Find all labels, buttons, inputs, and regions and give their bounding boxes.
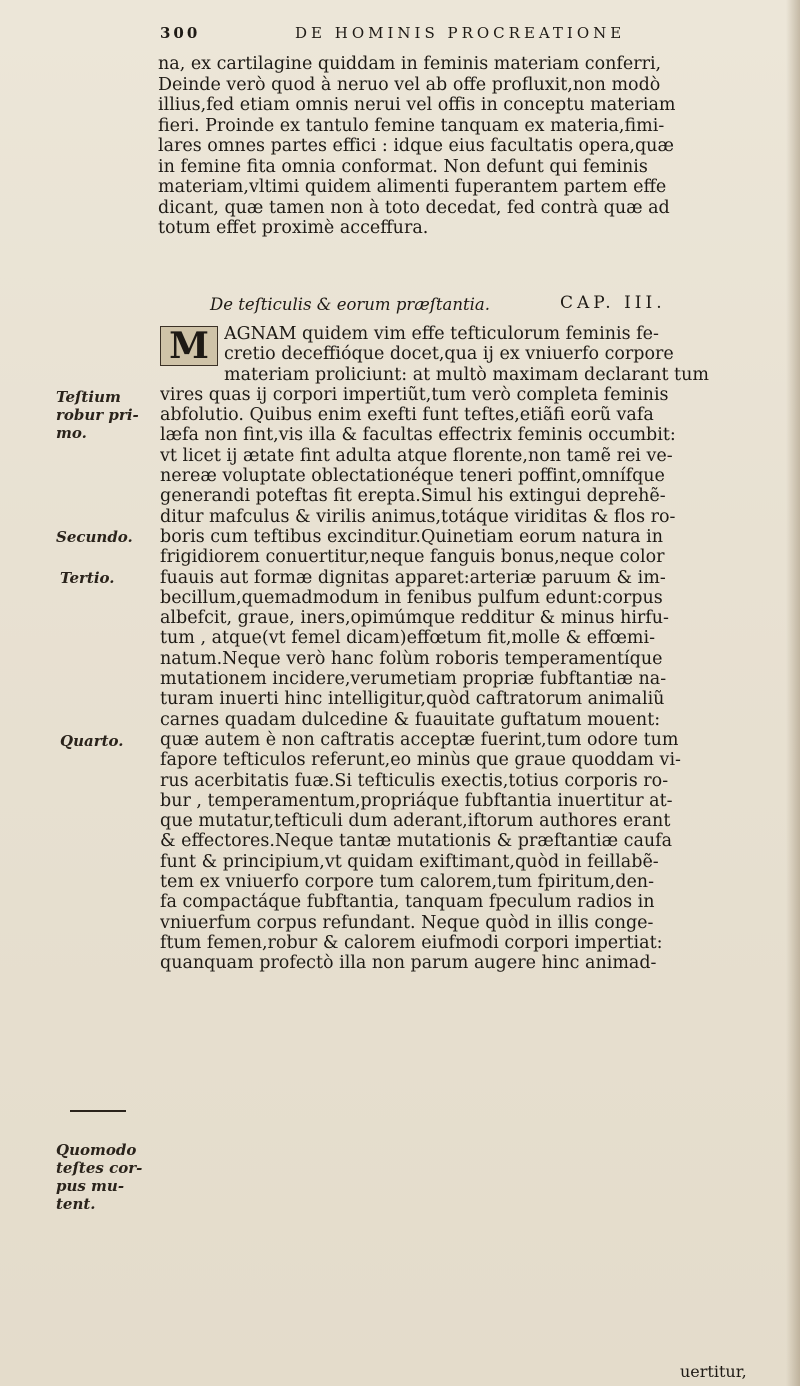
text-line: quanquam profectò illa non parum augere hinc animad- — [160, 953, 657, 974]
catchword: uertitur, — [680, 1362, 747, 1381]
text-line: tem ex vniuerfo corpore tum calorem,tum fpiritum,den- — [160, 872, 654, 893]
running-title: DE HOMINIS PROCREATIONE — [295, 24, 626, 42]
margin-note-testium: Teſtium robur pri-mo. — [56, 388, 139, 442]
text-line: frigidiorem conuertitur,neque fanguis bonus,neque color — [160, 547, 665, 568]
text-line: abfolutio. Quibus enim exefti funt teftes,etiãfi eorũ vafa — [160, 405, 654, 426]
running-header — [160, 24, 780, 50]
text-line: fapore tefticulos referunt,eo minùs que graue quoddam vi- — [160, 750, 681, 771]
text-line: que mutatur,tefticuli dum aderant,iftorum authores erant — [160, 811, 671, 832]
margin-note-quomodo: Quomodo teſtes cor-pus mu-tent. — [56, 1141, 143, 1213]
margin-rule — [70, 1110, 126, 1112]
text-line: turam inuerti hinc intelligitur,quòd caftratorum animaliũ — [160, 689, 665, 710]
text-line: ftum femen,robur & calorem eiufmodi corpori impertiat: — [160, 932, 663, 953]
text-line: generandi poteftas fit erepta.Simul his extingui deprehẽ- — [160, 486, 666, 507]
text-line: dicant, quæ tamen non à toto decedat, fed contrà quæ ad — [158, 197, 670, 218]
page-number: 300 — [160, 24, 201, 42]
text-line: fuauis aut formæ dignitas apparet:arteriæ paruum & im- — [160, 567, 666, 588]
text-line: funt & principium,vt quidam exiftimant,quòd in feillabẽ- — [160, 851, 659, 872]
text-line: fa compactáque fubftantia, tanquam fpeculum radios in — [160, 892, 655, 913]
text-line: rus acerbitatis fuæ.Si tefticulis exectis,totius corporis ro- — [160, 770, 669, 791]
margin-note-quarto: Quarto. — [60, 732, 124, 750]
drop-cap-initial: M — [160, 326, 218, 366]
text-line: becillum,quemadmodum in fenibus pulfum edunt:corpus — [160, 587, 663, 608]
text-line: mutationem incidere,verumetiam propriæ fubftantiæ na- — [160, 669, 667, 690]
text-line: & effectores.Neque tantæ mutationis & præftantiæ caufa — [160, 831, 673, 852]
chapter-title: De teſticulis & eorum præſtantia. — [210, 295, 490, 314]
text-line: vt licet ij ætate fint adulta atque florente,non tamẽ rei ve- — [160, 445, 673, 466]
previous-chapter-ending — [158, 54, 778, 239]
text-line: AGNAM quidem vim effe tefticulorum feminis fe- — [224, 324, 659, 344]
chapter-number: CAP. III. — [560, 293, 666, 313]
text-line: bur , temperamentum,propriáque fubftantia inuertitur at- — [160, 790, 673, 811]
text-line: ditur mafculus & virilis animus,totáque viriditas & flos ro- — [160, 506, 676, 527]
chapter-heading — [210, 291, 770, 317]
margin-note-tertio: Tertio. — [60, 569, 115, 587]
text-line: na, ex cartilagine quiddam in feminis materiam conferri, — [158, 54, 662, 74]
text-line: in femine fita omnia conformat. Non defunt qui feminis — [158, 156, 648, 177]
text-line: Deinde verò quod à neruo vel ab offe profluxit,non modò — [158, 74, 661, 95]
text-line: quæ autem è non caftratis acceptæ fuerint,tum odore tum — [160, 729, 679, 750]
text-line: carnes quadam dulcedine & fuauitate guftatum mouent: — [160, 709, 661, 730]
page-edge-shadow — [786, 0, 800, 1386]
text-line: materiam proliciunt: at multò maximam declarant tum — [224, 364, 709, 385]
text-line: totum effet proximè acceffura. — [158, 218, 429, 238]
text-line: lares omnes partes effici : idque eius facultatis opera,quæ — [158, 136, 674, 156]
text-line: nereæ voluptate oblectationéque teneri poffint,omnífque — [160, 466, 665, 487]
text-line: albefcit, graue, iners,opimúmque redditur & minus hirfu- — [160, 608, 669, 629]
text-line: læfa non fint,vis illa & facultas effectrix feminis occumbit: — [160, 425, 676, 446]
text-line: vniuerfum corpus refundant. Neque quòd in illis conge- — [160, 912, 654, 933]
text-line: natum.Neque verò hanc folùm roboris temperamentíque — [160, 648, 663, 669]
text-line: cretio deceffióque docet,qua ij ex vniuerfo corpore — [224, 344, 674, 365]
margin-note-secundo: Secundo. — [56, 528, 133, 546]
text-line: boris cum teftibus excinditur.Quinetiam eorum natura in — [160, 526, 663, 547]
text-line: fieri. Proinde ex tantulo femine tanquam ex materia,fimi- — [158, 115, 665, 136]
text-line: vires quas ij corpori impertiũt,tum verò completa feminis — [160, 384, 669, 405]
text-line: materiam,vltimi quidem alimenti fuperantem partem effe — [158, 177, 667, 197]
text-line: tum , atque(vt femel dicam)effœtum fit,molle & effœmi- — [160, 628, 655, 649]
chapter-text — [160, 324, 784, 974]
text-line: illius,fed etiam omnis nerui vel offis in conceptu materiam — [158, 95, 676, 115]
